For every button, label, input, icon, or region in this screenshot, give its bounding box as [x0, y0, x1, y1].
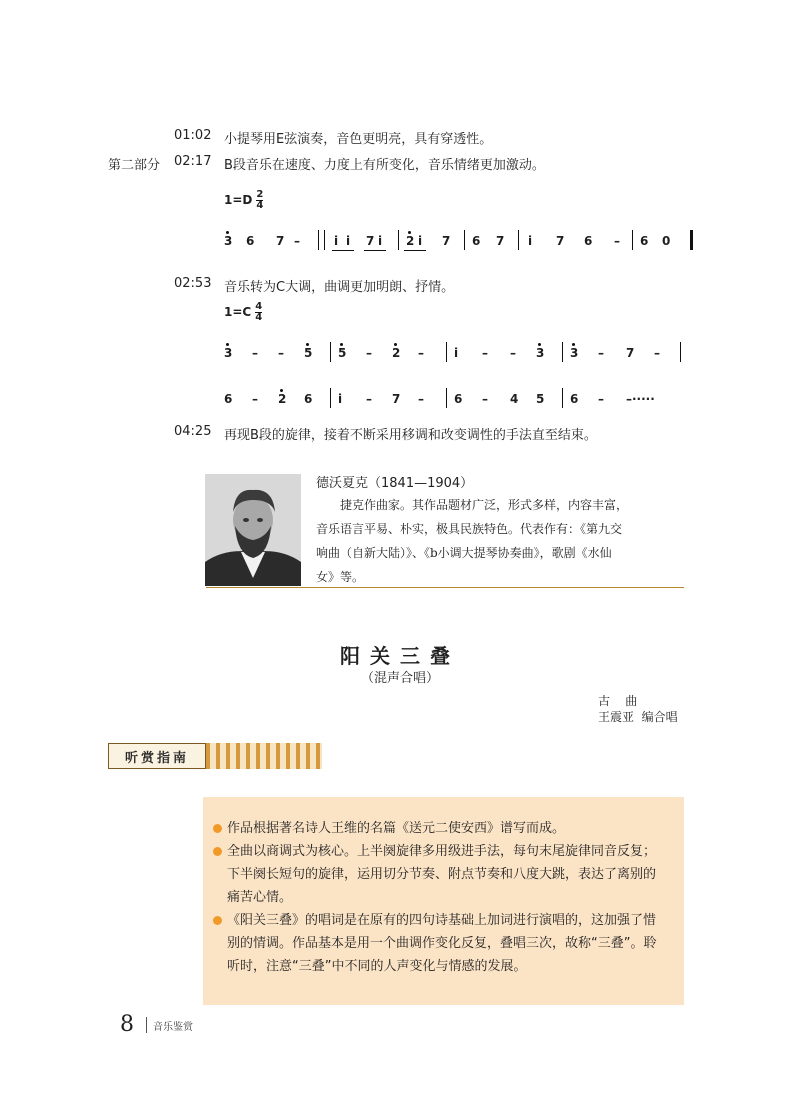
piece-credit-origin: 古 曲	[598, 694, 638, 708]
piece-subtitle: （混声合唱）	[360, 671, 439, 686]
barline	[632, 230, 633, 250]
piece-credit-arranger: 王震亚 编合唱	[598, 710, 678, 724]
note: 2	[406, 234, 414, 248]
note: –	[366, 346, 372, 360]
note: –·····	[626, 392, 655, 406]
barline	[318, 230, 319, 250]
note: 6	[304, 392, 313, 406]
score2-time-signature	[255, 302, 262, 323]
barline	[464, 230, 465, 250]
barline	[518, 230, 519, 250]
bullet-dot-icon	[213, 847, 222, 856]
beam	[332, 250, 354, 251]
score2-key-text: 1=C	[224, 305, 252, 319]
guide-item	[213, 817, 674, 840]
note: 3	[570, 346, 578, 360]
piece-title: 阳关三叠	[340, 644, 460, 668]
note: 5	[536, 392, 545, 406]
guide-item-cont	[213, 886, 674, 909]
note: i	[346, 234, 351, 248]
note: 6	[570, 392, 579, 406]
note: 7	[366, 234, 375, 248]
footer-divider	[146, 1017, 147, 1033]
note: 6	[584, 234, 593, 248]
bullet-dot-icon	[213, 916, 222, 925]
beam	[404, 250, 426, 251]
score1-ts-bottom: 4	[256, 200, 264, 211]
note: 7	[496, 234, 505, 248]
portrait-illustration	[205, 474, 301, 586]
composer-bio-3: 响曲（自新大陆）》、《b小调大提琴协奏曲》，歌剧《水仙	[316, 546, 612, 560]
score-line-3	[222, 386, 698, 412]
time-0217: 02:17	[174, 154, 212, 169]
timeline-text-0102: 小提琴用E弦演奏，音色更明亮，具有穿透性。	[224, 132, 493, 147]
barline	[562, 342, 563, 362]
note: –	[294, 234, 300, 248]
score1-key	[224, 190, 263, 211]
note: i	[418, 234, 423, 248]
note: –	[418, 346, 424, 360]
note: 7	[626, 346, 635, 360]
guide-item-text: 别的情调。作品基本是用一个曲调作变化反复，叠唱三次，故称“三叠”。聆	[227, 936, 657, 951]
timeline-text-0217: B段音乐在速度、力度上有所变化，音乐情绪更加激动。	[224, 158, 545, 173]
note: 6	[472, 234, 481, 248]
note: 6	[246, 234, 255, 248]
note: 0	[662, 234, 671, 248]
composer-portrait	[205, 474, 301, 586]
note: –	[654, 346, 660, 360]
note: 2	[392, 346, 400, 360]
time-0425: 04:25	[174, 424, 212, 439]
note: i	[338, 392, 343, 406]
score2-ts-bottom: 4	[255, 312, 263, 323]
composer-divider	[206, 587, 684, 588]
guide-item	[213, 840, 674, 863]
book-title: 音乐鉴赏	[153, 1022, 193, 1033]
note: i	[378, 234, 383, 248]
listening-guide-banner	[108, 743, 322, 771]
banner-stripes	[206, 743, 322, 769]
guide-item-text: 听时，注意“三叠”中不同的人声变化与情感的发展。	[227, 959, 527, 974]
note: –	[252, 392, 258, 406]
guide-item-text: 《阳关三叠》的唱词是在原有的四句诗基础上加词进行演唱的，这加强了惜	[227, 913, 657, 928]
note: –	[510, 346, 516, 360]
guide-item-cont	[213, 932, 674, 955]
note: –	[252, 346, 258, 360]
note: –	[278, 346, 284, 360]
score1-time-signature	[256, 190, 263, 211]
score-line-2	[222, 340, 698, 366]
note: i	[334, 234, 339, 248]
section-label: 第二部分	[108, 158, 161, 173]
note: 7	[392, 392, 401, 406]
note: 3	[224, 234, 232, 248]
note: 2	[278, 392, 286, 406]
listening-guide-label: 听赏指南	[108, 743, 206, 769]
timeline-text-0425: 再现B段的旋律，接着不断采用移调和改变调性的手法直至结束。	[224, 428, 597, 443]
note: –	[598, 346, 604, 360]
note: i	[454, 346, 459, 360]
guide-item	[213, 909, 674, 932]
page-number: 8	[120, 1012, 134, 1037]
note: –	[366, 392, 372, 406]
note: 6	[640, 234, 649, 248]
barline	[398, 230, 399, 250]
barline	[330, 342, 331, 362]
guide-item-text: 作品根据著名诗人王维的名篇《送元二使安西》谱写而成。	[227, 821, 566, 836]
score1-key-text: 1=D	[224, 193, 253, 207]
note: i	[528, 234, 533, 248]
barline	[446, 388, 447, 408]
note: 6	[224, 392, 233, 406]
note: 3	[536, 346, 544, 360]
note: –	[598, 392, 604, 406]
bullet-dot-icon	[213, 824, 222, 833]
timeline-text-0253: 音乐转为C大调，曲调更加明朗、抒情。	[224, 280, 455, 295]
note: 5	[304, 346, 312, 360]
note: –	[482, 392, 488, 406]
note: 6	[454, 392, 463, 406]
barline	[446, 342, 447, 362]
score2-key	[224, 302, 262, 323]
guide-item-cont	[213, 955, 674, 978]
composer-bio-1: 捷克作曲家。其作品题材广泛，形式多样，内容丰富，	[340, 498, 629, 512]
note: 3	[224, 346, 232, 360]
barline	[324, 230, 325, 250]
note: 7	[556, 234, 565, 248]
note: –	[482, 346, 488, 360]
barline	[680, 342, 681, 362]
score1-ts-top: 2	[256, 189, 264, 200]
guide-item-cont	[213, 863, 674, 886]
note: –	[614, 234, 620, 248]
time-0102: 01:02	[174, 128, 212, 143]
note: 5	[338, 346, 346, 360]
guide-item-text: 全曲以商调式为核心。上半阕旋律多用级进手法，每句末尾旋律同音反复；	[227, 844, 657, 859]
composer-bio-2: 音乐语言平易、朴实，极具民族特色。代表作有：《第九交	[316, 522, 623, 536]
composer-name: 德沃夏克（1841—1904）	[316, 476, 474, 491]
note: 7	[442, 234, 451, 248]
composer-bio-4: 女》等。	[316, 570, 365, 584]
beam	[364, 250, 386, 251]
guide-item-text: 痛苦心情。	[227, 890, 293, 905]
note: 7	[276, 234, 285, 248]
time-0253: 02:53	[174, 276, 212, 291]
note: –	[418, 392, 424, 406]
score2-ts-top: 4	[255, 301, 263, 312]
guide-item-text: 下半阕长短句的旋律，运用切分节奏、附点节奏和八度大跳，表达了离别的	[227, 867, 657, 882]
listening-guide-box	[203, 797, 684, 1005]
score-line-1	[222, 228, 698, 254]
barline	[562, 388, 563, 408]
barline-end	[690, 230, 693, 250]
note: 4	[510, 392, 519, 406]
barline	[330, 388, 331, 408]
